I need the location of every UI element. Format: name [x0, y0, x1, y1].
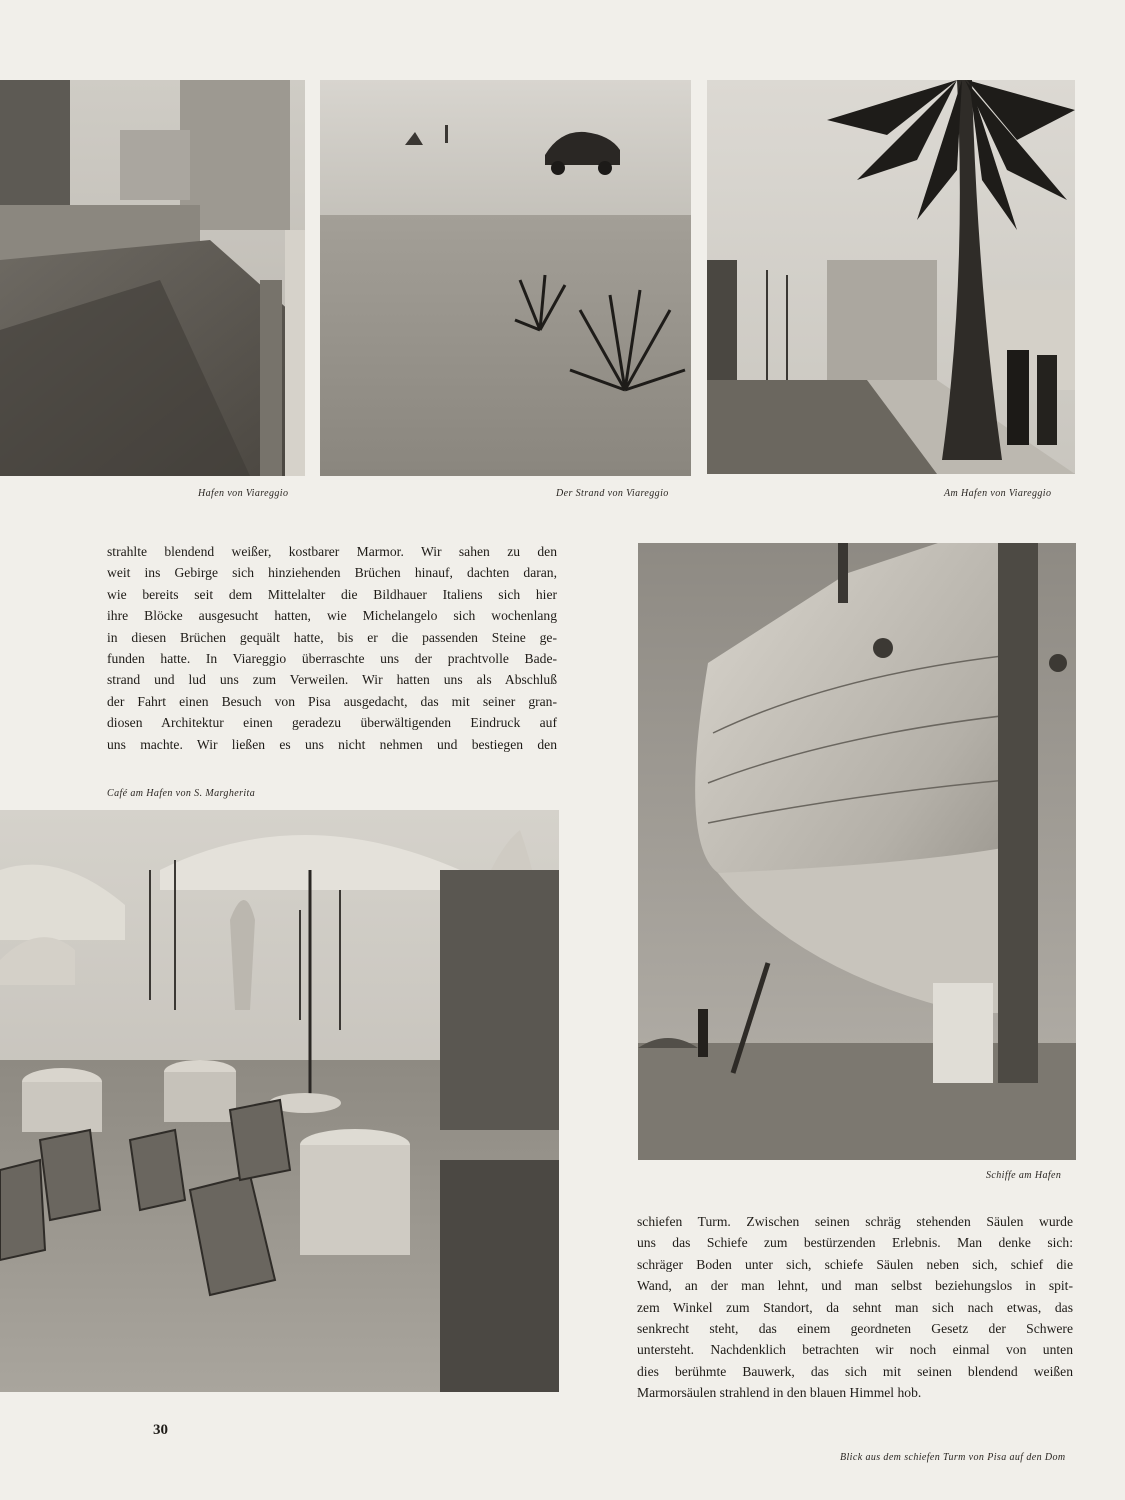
text-line: der Fahrt einen Besuch von Pisa ausgedacht, das mit seiner gran- — [107, 693, 557, 709]
caption-harbor2: Am Hafen von Viareggio — [944, 488, 1052, 499]
text-line: strand und lud uns zum Verweilen. Wir hatten uns als Abschluß — [107, 672, 557, 688]
text-line: untersteht. Nachdenklich betrachten wir noch einmal von unten — [637, 1342, 1073, 1358]
caption-cafe: Café am Hafen von S. Margherita — [107, 788, 256, 799]
text-line: schiefen Turm. Zwischen seinen schräg stehenden Säulen wurde — [637, 1214, 1073, 1229]
text-line: Marmorsäulen strahlend in den blauen Himmel hob. — [637, 1385, 922, 1401]
text-line: diosen Architektur einen geradezu überwältigenden Eindruck auf — [107, 715, 557, 731]
text-line: wie bereits seit dem Mittelalter die Bildhauer Italiens sich hier — [107, 586, 557, 602]
text-line: uns machte. Wir ließen es uns nicht nehmen und bestiegen den — [107, 736, 557, 752]
photo-ships-harbor — [638, 543, 1076, 1160]
caption-harbor: Hafen von Viareggio — [198, 488, 289, 499]
photo-beach-viareggio — [320, 80, 691, 476]
text-line: Wand, an der man lehnt, und man selbst beziehungslos in spit- — [637, 1278, 1073, 1294]
text-line: weit ins Gebirge sich hinziehenden Brüchen hinauf, dachten daran, — [107, 565, 557, 581]
text-line: ihre Blöcke ausgesucht hatten, wie Michelangelo sich wochenlang — [107, 608, 557, 624]
page-number: 30 — [153, 1422, 168, 1438]
text-line: funden hatte. In Viareggio überraschte uns der prachtvolle Bade- — [107, 651, 557, 667]
text-line: schräger Boden unter sich, schiefe Säulen neben sich, schief die — [637, 1256, 1073, 1272]
text-line: zem Winkel zum Standort, da sehnt man sich nach etwas, das — [637, 1299, 1073, 1315]
text-line: strahlte blendend weißer, kostbarer Marmor. Wir sahen zu den — [107, 544, 557, 559]
text-line: uns das Schiefe zum bestürzenden Erlebnis. Man denke sich: — [637, 1235, 1073, 1251]
photo-harbor-palm — [707, 80, 1075, 474]
caption-beach: Der Strand von Viareggio — [556, 488, 669, 499]
text-line: senkrecht steht, das einem geordneten Gesetz der Schwere — [637, 1321, 1073, 1337]
photo-harbor-viareggio — [0, 80, 305, 476]
caption-ships: Schiffe am Hafen — [986, 1170, 1062, 1181]
body-text-top — [107, 541, 557, 755]
text-line: dies berühmte Bauwerk, das sich mit seinen blendend weißen — [637, 1363, 1073, 1379]
text-line: in diesen Brüchen gequält hatte, bis er die passenden Steine ge- — [107, 629, 557, 645]
photo-cafe-margherita — [0, 810, 559, 1392]
body-text-bottom — [637, 1211, 1073, 1404]
caption-tower: Blick aus dem schiefen Turm von Pisa auf den Dom — [840, 1452, 1066, 1463]
